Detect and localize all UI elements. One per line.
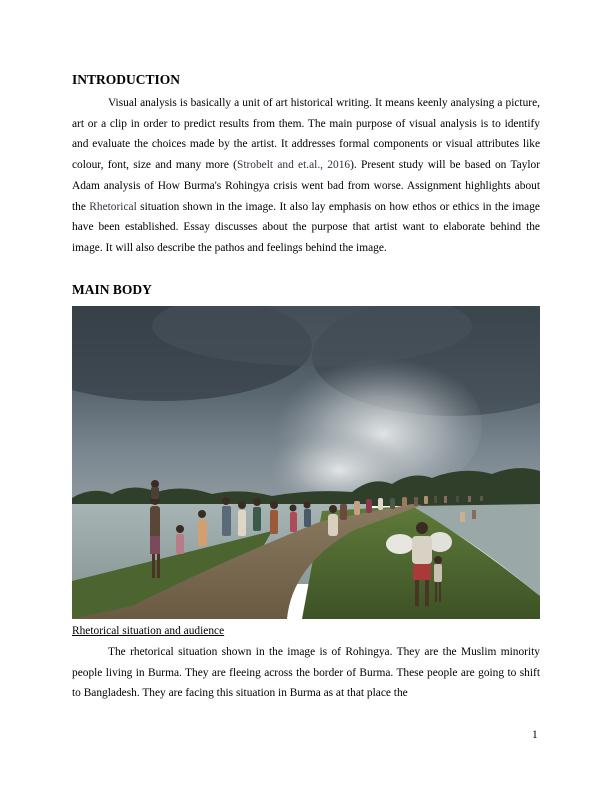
distant-person: [460, 512, 465, 522]
refugee-photo: [72, 306, 540, 619]
intro-text-part-1: Visual analysis is basically a unit of art historical writing. It means keenly analysing a picture, art or a clip in order to predict results from them. The main purpose of visual analysis is to identify and evaluate the choices made by the artist. It addresses formal components or visual attributes like colour, font, size and many more (: [72, 97, 540, 172]
intro-text-part-3: situation shown in the image. It also lay emphasis on how ethos or ethics in the image have been established. Essay discusses about the purpose that artist want to elaborate behind the image. It will also describe the pathos and feelings behind the image.: [72, 200, 540, 254]
main-body-heading: MAIN BODY: [72, 282, 152, 297]
introduction-paragraph: [72, 93, 540, 259]
intro-text-part-2: ). Present study will be based on Taylor Adam analysis of How Burma's Rohingya crisis went bad from worse. Assignment highlights about the: [72, 159, 541, 213]
intro-citation: Strobelt and et.al., 2016: [236, 159, 351, 172]
intro-rhetorical-term: Rhetorical: [89, 200, 137, 213]
distant-person: [472, 510, 476, 519]
rhetorical-situation-subheading: Rhetorical situation and audience: [72, 625, 225, 637]
page-number: 1: [532, 729, 538, 741]
main-body-paragraph: The rhetorical situation shown in the image is of Rohingya. They are the Muslim minority people living in Burma. They are fleeing across the border of Burma. These people are going to shift to Bangladesh. They are facing this situation in Burma as at that place the: [72, 646, 540, 700]
introduction-heading: INTRODUCTION: [72, 72, 181, 87]
refugee-photo-illustration: [72, 306, 540, 619]
